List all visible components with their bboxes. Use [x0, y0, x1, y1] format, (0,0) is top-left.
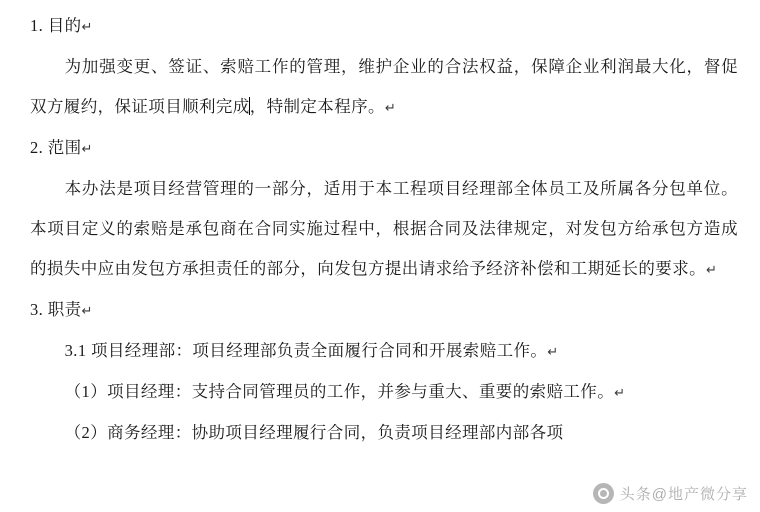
- watermark-label: 头条@地产微分享: [619, 486, 748, 503]
- paragraph-heading-3: [30, 290, 738, 331]
- paragraph-heading-1: [30, 6, 738, 47]
- paragraph-mark: ↵: [706, 262, 718, 277]
- paragraph-body-2: [30, 169, 738, 290]
- paragraph-body-1: [30, 47, 738, 128]
- paragraph-sub-3-1: [30, 331, 738, 372]
- paragraph-mark: ↵: [384, 100, 397, 115]
- paragraph-sub-3-1-1: [30, 372, 738, 413]
- paragraph-sub-3-1-2: [30, 413, 738, 454]
- paragraph-text: （2）商务经理：协助项目经理履行合同，负责项目经理部内部各项: [64, 423, 564, 442]
- paragraph-mark: ↵: [81, 19, 93, 34]
- paragraph-mark: ↵: [547, 344, 559, 359]
- paragraph-text: 1. 目的: [30, 16, 82, 35]
- paragraph-text: 本办法是项目经营管理的一部分，适用于本工程项目经理部全体员工及所属各分包单位。本项目定义的索赔是承包商在合同实施过程中，根据合同及法律规定，对发包方给承包方造成的损失中应由发包方承担责任的部分，向发包方提出请求给予经济补偿和工期延长的要求。: [30, 179, 738, 278]
- paragraph-mark: ↵: [81, 303, 93, 318]
- paragraph-heading-2: [30, 128, 738, 169]
- paragraph-text: 3. 职责: [30, 300, 82, 319]
- paragraph-text: （1）项目经理：支持合同管理员的工作，并参与重大、重要的索赔工作。: [64, 382, 615, 401]
- paragraph-text: 2. 范围: [30, 138, 82, 157]
- paragraph-mark: ↵: [614, 385, 626, 400]
- paragraph-text-after-caret: ，特制定本程序。: [249, 97, 385, 116]
- paragraph-text-before-caret: 为加强变更、签证、索赔工作的管理，维护企业的合法权益，保障企业利润最大化，督促双方履约，保证项目顺利完成: [30, 57, 738, 116]
- paragraph-text: 3.1 项目经理部：项目经理部负责全面履行合同和开展索赔工作。: [64, 341, 548, 360]
- paragraph-mark: ↵: [81, 141, 93, 156]
